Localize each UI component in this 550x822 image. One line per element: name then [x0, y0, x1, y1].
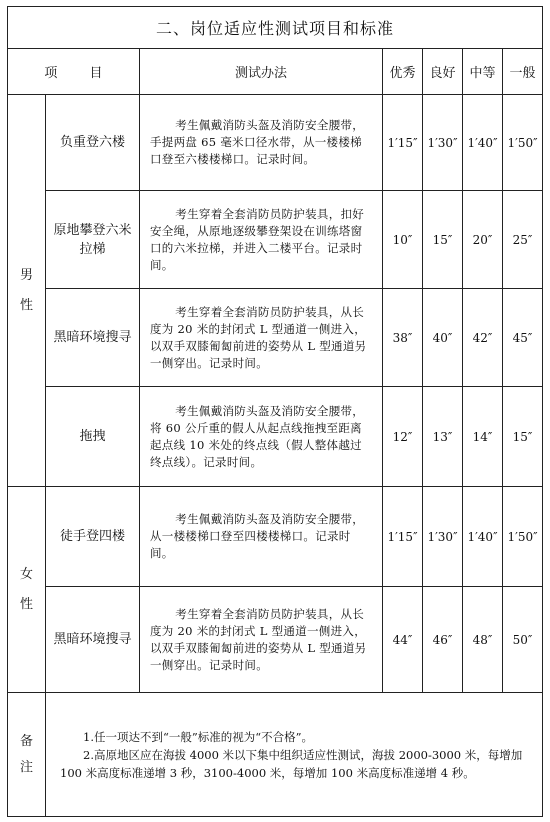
header-general: 一般: [503, 49, 543, 95]
item-name: 黑暗环境搜寻: [46, 289, 140, 387]
item-name: 原地攀登六米拉梯: [46, 191, 140, 289]
table-title: 二、岗位适应性测试项目和标准: [8, 7, 543, 49]
value-good: 1′30″: [423, 95, 463, 191]
value-medium: 1′40″: [463, 95, 503, 191]
value-excellent: 10″: [383, 191, 423, 289]
value-excellent: 12″: [383, 387, 423, 487]
method-text: 考生穿着全套消防员防护装具，从长度为 20 米的封闭式 L 型通道一侧进入，以双手双膝匍匐前进的姿势从 L 型通道另一侧穿出。记录时间。: [140, 289, 383, 387]
value-general: 15″: [503, 387, 543, 487]
value-medium: 42″: [463, 289, 503, 387]
header-item: 项 目: [8, 49, 140, 95]
value-medium: 20″: [463, 191, 503, 289]
value-good: 46″: [423, 587, 463, 693]
value-excellent: 1′15″: [383, 95, 423, 191]
value-medium: 14″: [463, 387, 503, 487]
value-excellent: 44″: [383, 587, 423, 693]
item-name: 黑暗环境搜寻: [46, 587, 140, 693]
item-name: 负重登六楼: [46, 95, 140, 191]
item-name: 徒手登四楼: [46, 487, 140, 587]
note-line-1: 1.任一项达不到“一般”标准的视为“不合格”。: [83, 729, 313, 744]
table-row: [8, 95, 543, 191]
method-text: 考生穿着全套消防员防护装具，从长度为 20 米的封闭式 L 型通道一侧进入，以双手双膝匍匐前进的姿势从 L 型通道另一侧穿出。记录时间。: [140, 587, 383, 693]
note-line-2: 2.高原地区应在海拔 4000 米以下集中组织适应性测试，海拔 2000-3000 米，每增加 100 米高度标准递增 3 秒，3100-4000 米，每增加 100 米高度标准递增 4 秒。: [60, 747, 523, 780]
header-good: 良好: [423, 49, 463, 95]
value-general: 1′50″: [503, 487, 543, 587]
item-name: 拖拽: [46, 387, 140, 487]
method-text: 考生穿着全套消防员防护装具，扣好安全绳，从原地逐级攀登架设在训练塔窗口的六米拉梯，并进入二楼平台。记录时间。: [140, 191, 383, 289]
value-excellent: 1′15″: [383, 487, 423, 587]
header-medium: 中等: [463, 49, 503, 95]
value-medium: 48″: [463, 587, 503, 693]
method-text: 考生佩戴消防头盔及消防安全腰带，从一楼楼梯口登至四楼楼梯口。记录时间。: [140, 487, 383, 587]
value-good: 1′30″: [423, 487, 463, 587]
value-good: 40″: [423, 289, 463, 387]
value-good: 15″: [423, 191, 463, 289]
value-excellent: 38″: [383, 289, 423, 387]
value-general: 45″: [503, 289, 543, 387]
notes-text: [46, 693, 543, 817]
notes-row: [8, 693, 543, 817]
table-row: [8, 387, 543, 487]
header-excellent: 优秀: [383, 49, 423, 95]
header-row: [8, 49, 543, 95]
table-row: [8, 587, 543, 693]
gender-male-label: 男 性: [8, 95, 46, 487]
gender-female-label: 女 性: [8, 487, 46, 693]
value-general: 25″: [503, 191, 543, 289]
table-row: [8, 487, 543, 587]
table-row: [8, 191, 543, 289]
value-general: 1′50″: [503, 95, 543, 191]
method-text: 考生佩戴消防头盔及消防安全腰带，将 60 公斤重的假人从起点线拖拽至距离起点线 10 米处的终点线（假人整体越过终点线）。记录时间。: [140, 387, 383, 487]
standards-table: [7, 6, 543, 817]
header-method: 测试办法: [140, 49, 383, 95]
value-medium: 1′40″: [463, 487, 503, 587]
table-row: [8, 289, 543, 387]
notes-label: 备 注: [8, 693, 46, 817]
value-good: 13″: [423, 387, 463, 487]
title-row: [8, 7, 543, 49]
value-general: 50″: [503, 587, 543, 693]
method-text: 考生佩戴消防头盔及消防安全腰带，手提两盘 65 毫米口径水带，从一楼楼梯口登至六楼楼梯口。记录时间。: [140, 95, 383, 191]
